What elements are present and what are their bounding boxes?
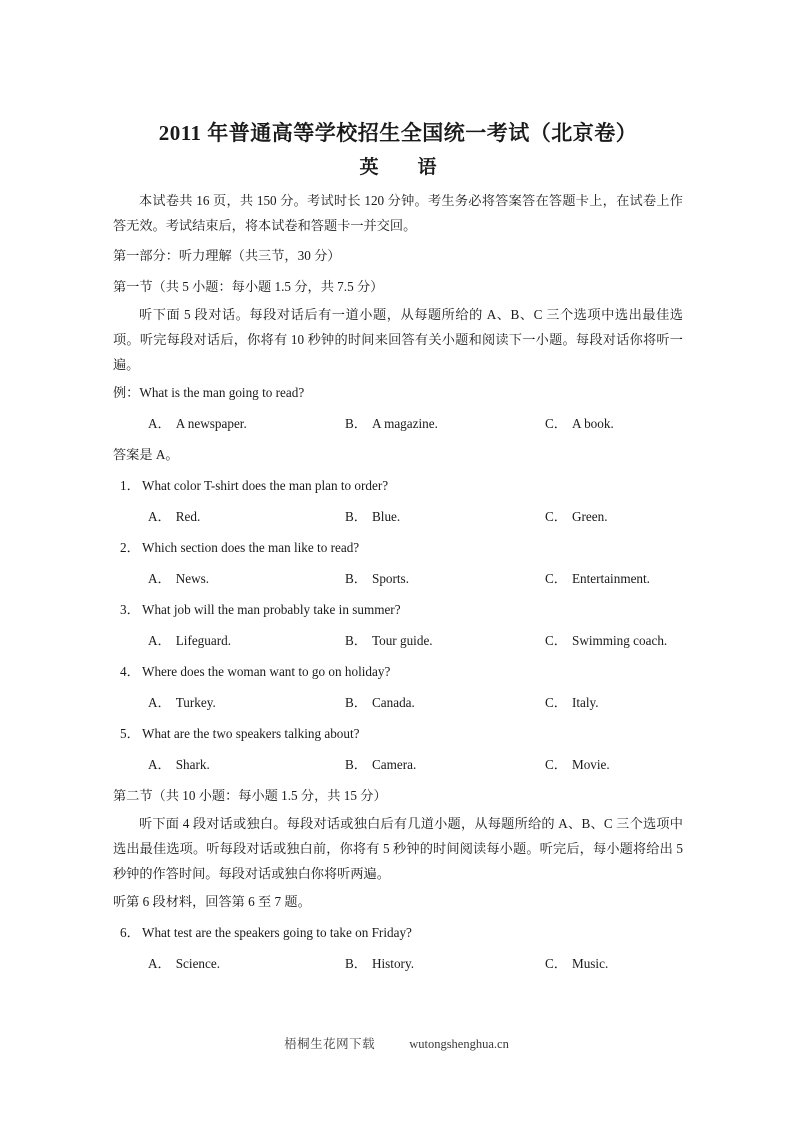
option-a-text: Lifeguard. bbox=[175, 633, 232, 648]
option-b-text: History. bbox=[371, 956, 414, 971]
option-a[interactable] bbox=[148, 749, 210, 780]
option-a[interactable] bbox=[148, 501, 200, 532]
page-title: 2011 年普通高等学校招生全国统一考试（北京卷） bbox=[158, 121, 638, 145]
question-stem bbox=[113, 656, 683, 687]
option-a[interactable] bbox=[148, 687, 216, 718]
document-body bbox=[113, 118, 683, 979]
section-one-instructions: 听下面 5 段对话。每段对话后有一道小题，从每题所给的 A、B、C 三个选项中选出最佳选项。听完每段对话后，你将有 10 秒钟的时间来回答有关小题和阅读下一小题。每段对话你将听一遍。 bbox=[113, 307, 683, 372]
option-b[interactable] bbox=[345, 408, 438, 439]
option-c-text: A book. bbox=[571, 416, 614, 431]
option-a-text: Shark. bbox=[175, 757, 210, 772]
option-b-letter: B． bbox=[345, 695, 367, 710]
question-3 bbox=[113, 594, 683, 656]
option-c-letter: C． bbox=[545, 633, 567, 648]
option-a-text: A newspaper. bbox=[175, 416, 247, 431]
section-two-instructions: 听下面 4 段对话或独白。每段对话或独白后有几道小题，从每题所给的 A、B、C 三个选项中选出最佳选项。听每段对话或独白前，你将有 5 秒钟的时间阅读每小题。听完后，每小题将给出 5 秒钟的作答时间。每段对话或独白你将听两遍。 bbox=[113, 816, 683, 881]
option-b-letter: B． bbox=[345, 757, 367, 772]
option-b-letter: B． bbox=[345, 633, 367, 648]
option-a-text: Red. bbox=[175, 509, 201, 524]
question-number: 6． bbox=[120, 925, 140, 940]
option-c-letter: C． bbox=[545, 571, 567, 586]
option-b-letter: B． bbox=[345, 571, 367, 586]
option-c-text: Italy. bbox=[571, 695, 599, 710]
question-stem bbox=[113, 532, 683, 563]
option-b[interactable] bbox=[345, 563, 409, 594]
question-number: 5． bbox=[120, 726, 140, 741]
option-b[interactable] bbox=[345, 749, 416, 780]
example-stem-text: What is the man going to read? bbox=[139, 385, 305, 400]
option-a-letter: A． bbox=[148, 757, 171, 772]
option-c[interactable] bbox=[545, 625, 667, 656]
example-label: 例： bbox=[113, 385, 140, 400]
question-options bbox=[113, 687, 683, 718]
question-number: 3． bbox=[120, 602, 140, 617]
footer-watermark bbox=[0, 1034, 793, 1052]
section-two-heading: 第二节（共 10 小题：每小题 1.5 分，共 15 分） bbox=[113, 788, 387, 803]
option-b-text: Blue. bbox=[371, 509, 401, 524]
question-text: Where does the woman want to go on holiday? bbox=[142, 664, 391, 679]
section-one-heading: 第一节（共 5 小题：每小题 1.5 分，共 7.5 分） bbox=[113, 279, 384, 294]
question-options bbox=[113, 948, 683, 979]
question-options bbox=[113, 625, 683, 656]
option-b[interactable] bbox=[345, 625, 433, 656]
example-question bbox=[113, 377, 683, 470]
option-c[interactable] bbox=[545, 948, 608, 979]
example-options bbox=[113, 408, 683, 439]
option-b-letter: B． bbox=[345, 956, 367, 971]
option-c-text: Movie. bbox=[571, 757, 610, 772]
option-a-letter: A． bbox=[148, 633, 171, 648]
question-stem bbox=[113, 470, 683, 501]
option-c[interactable] bbox=[545, 687, 599, 718]
option-c-letter: C． bbox=[545, 695, 567, 710]
footer-site-name: 梧桐生花网下载 bbox=[284, 1037, 376, 1051]
option-b-text: Sports. bbox=[371, 571, 409, 586]
option-b[interactable] bbox=[345, 948, 414, 979]
material-note-6: 听第 6 段材料，回答第 6 至 7 题。 bbox=[113, 894, 311, 909]
option-a[interactable] bbox=[148, 563, 209, 594]
question-5 bbox=[113, 718, 683, 780]
part-one-heading: 第一部分：听力理解（共三节，30 分） bbox=[113, 248, 341, 263]
option-c-letter: C． bbox=[545, 509, 567, 524]
option-b-letter: B． bbox=[345, 509, 367, 524]
question-6 bbox=[113, 917, 683, 979]
question-text: What test are the speakers going to take on Friday? bbox=[142, 925, 412, 940]
option-a-letter: A． bbox=[148, 695, 171, 710]
option-c-text: Music. bbox=[571, 956, 609, 971]
option-a[interactable] bbox=[148, 408, 247, 439]
option-c[interactable] bbox=[545, 408, 614, 439]
option-c-text: Green. bbox=[571, 509, 608, 524]
option-c-text: Entertainment. bbox=[571, 571, 650, 586]
question-2 bbox=[113, 532, 683, 594]
option-a-text: Science. bbox=[175, 956, 221, 971]
option-c-letter: C． bbox=[545, 757, 567, 772]
option-c[interactable] bbox=[545, 563, 650, 594]
question-stem bbox=[113, 917, 683, 948]
option-a-letter: A． bbox=[148, 571, 171, 586]
option-b-text: Camera. bbox=[371, 757, 417, 772]
example-answer: 答案是 A。 bbox=[113, 447, 179, 462]
option-b[interactable] bbox=[345, 501, 400, 532]
question-options bbox=[113, 749, 683, 780]
question-number: 2． bbox=[120, 540, 140, 555]
footer-site-url: wutongshenghua.cn bbox=[409, 1037, 509, 1051]
example-stem bbox=[113, 377, 683, 408]
question-text: What job will the man probably take in summer? bbox=[142, 602, 401, 617]
option-b[interactable] bbox=[345, 687, 415, 718]
subject-title: 英 语 bbox=[359, 157, 447, 178]
option-a-letter: A． bbox=[148, 416, 171, 431]
option-c-text: Swimming coach. bbox=[571, 633, 668, 648]
option-c[interactable] bbox=[545, 749, 610, 780]
question-text: Which section does the man like to read? bbox=[142, 540, 360, 555]
option-b-letter: B． bbox=[345, 416, 367, 431]
question-4 bbox=[113, 656, 683, 718]
option-a[interactable] bbox=[148, 625, 231, 656]
question-number: 4． bbox=[120, 664, 140, 679]
option-a-letter: A． bbox=[148, 956, 171, 971]
option-c[interactable] bbox=[545, 501, 608, 532]
question-1 bbox=[113, 470, 683, 532]
option-c-letter: C． bbox=[545, 956, 567, 971]
option-b-text: A magazine. bbox=[371, 416, 438, 431]
option-a[interactable] bbox=[148, 948, 220, 979]
option-c-letter: C． bbox=[545, 416, 567, 431]
question-text: What are the two speakers talking about? bbox=[142, 726, 360, 741]
question-options bbox=[113, 501, 683, 532]
option-b-text: Tour guide. bbox=[371, 633, 433, 648]
option-a-text: Turkey. bbox=[175, 695, 216, 710]
question-number: 1． bbox=[120, 478, 140, 493]
question-text: What color T-shirt does the man plan to order? bbox=[142, 478, 389, 493]
question-options bbox=[113, 563, 683, 594]
option-b-text: Canada. bbox=[371, 695, 415, 710]
option-a-text: News. bbox=[175, 571, 210, 586]
question-stem bbox=[113, 594, 683, 625]
option-a-letter: A． bbox=[148, 509, 171, 524]
exam-notice: 本试卷共 16 页，共 150 分。考试时长 120 分钟。考生务必将答案答在答题卡上，在试卷上作答无效。考试结束后，将本试卷和答题卡一并交回。 bbox=[113, 193, 683, 233]
question-stem bbox=[113, 718, 683, 749]
